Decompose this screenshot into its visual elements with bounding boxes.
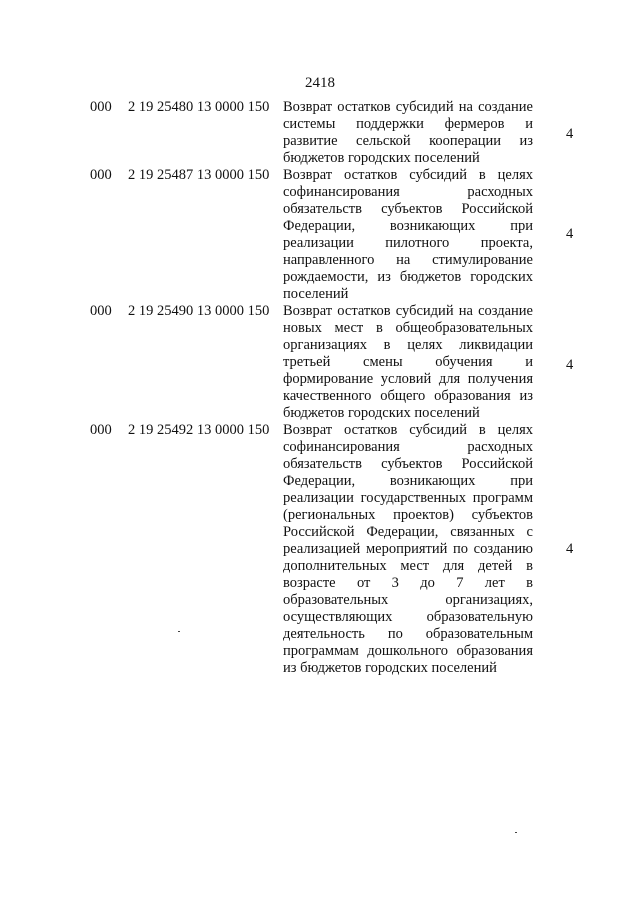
admin-code: 000 <box>90 422 112 438</box>
admin-code: 000 <box>90 303 112 319</box>
budget-classification-code: 2 19 25490 13 0000 150 <box>128 303 270 319</box>
budget-classification-code: 2 19 25487 13 0000 150 <box>128 167 270 183</box>
scan-speck <box>178 631 180 632</box>
row-description: Возврат остатков субсидий на создание системы поддержки фермеров и развитие сельской кооперации из бюджетов городских поселений <box>283 99 533 166</box>
row-description: Возврат остатков субсидий на создание новых мест в общеобразовательных организациях в целях ликвидации третьей смены обучения и формирование условий для получения качественного общего образования из бюджетов городских поселений <box>283 303 533 421</box>
row-description: Возврат остатков субсидий в целях софинансирования расходных обязательств субъектов Российской Федерации, возникающих при реализации государственных программ (региональных проектов) субъектов Российской Федерации, связанных с реализацией мероприятий по созданию дополнительных мест для детей в возрасте от 3 до 7 лет в образовательных организациях, осуществляющих образовательную деятельность по образовательным программам дошкольного образования из бюджетов городских поселений <box>283 422 533 676</box>
row-value: 4 <box>566 541 574 557</box>
table-row <box>0 167 640 303</box>
page-number: 2418 <box>305 75 335 91</box>
row-value: 4 <box>566 357 574 373</box>
admin-code: 000 <box>90 99 112 115</box>
row-value: 4 <box>566 226 574 242</box>
code-table <box>0 99 640 677</box>
row-value: 4 <box>566 126 574 142</box>
table-row <box>0 303 640 422</box>
admin-code: 000 <box>90 167 112 183</box>
budget-classification-code: 2 19 25492 13 0000 150 <box>128 422 270 438</box>
table-row <box>0 422 640 677</box>
budget-classification-code: 2 19 25480 13 0000 150 <box>128 99 270 115</box>
table-row <box>0 99 640 167</box>
row-description: Возврат остатков субсидий в целях софинансирования расходных обязательств субъектов Российской Федерации, возникающих при реализации пилотного проекта, направленного на стимулирование рождаемости, из бюджетов городских поселений <box>283 167 533 302</box>
scan-speck <box>515 832 517 833</box>
